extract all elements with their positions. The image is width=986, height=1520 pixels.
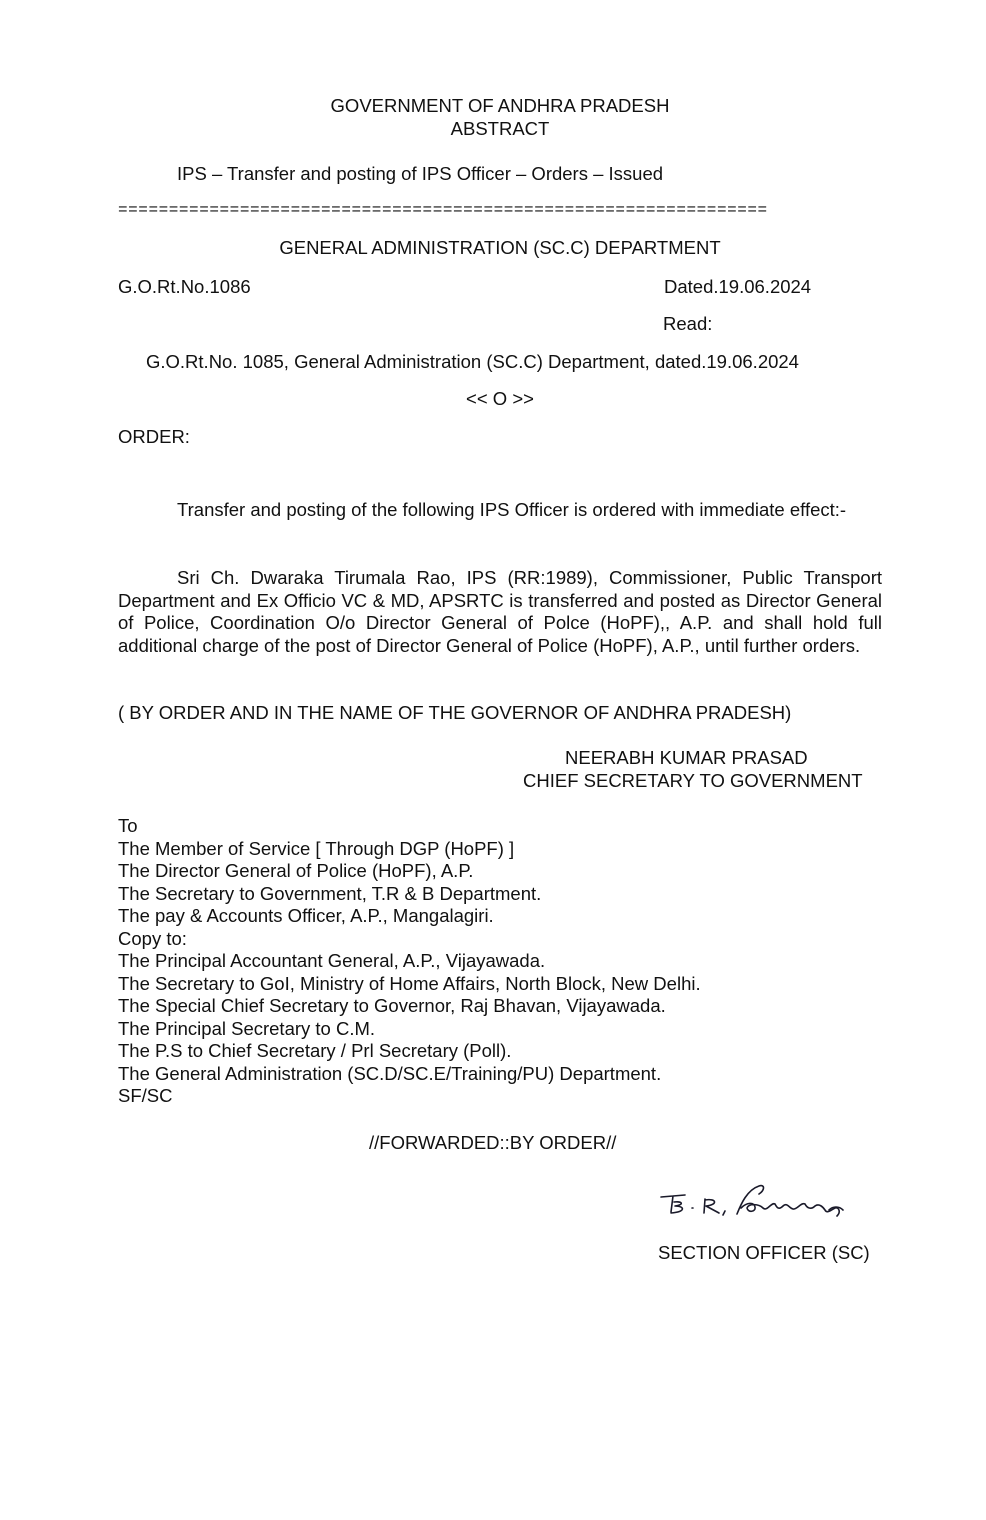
go-date: Dated.19.06.2024	[664, 276, 812, 297]
distribution-item: The Principal Accountant General, A.P., Vijayawada.	[118, 950, 546, 971]
body-paragraph	[118, 567, 882, 657]
distribution-item: The P.S to Chief Secretary / Prl Secretary (Poll).	[118, 1040, 512, 1061]
distribution-item: The Member of Service [ Through DGP (HoPF) ]	[118, 837, 515, 859]
distribution-item: The pay & Accounts Officer, A.P., Mangalagiri.	[118, 905, 494, 926]
government-heading: GOVERNMENT OF ANDHRA PRADESH	[330, 95, 670, 116]
read-label: Read:	[663, 313, 713, 334]
subject-line: IPS – Transfer and posting of IPS Officer – Orders – Issued	[177, 163, 664, 184]
distribution-item: The Secretary to GoI, Ministry of Home Affairs, North Block, New Delhi.	[118, 972, 701, 994]
body-paragraph-text: Sri Ch. Dwaraka Tirumala Rao, IPS (RR:1989), Commissioner, Public Transport Department and Ex Officio VC & MD, APSRTC is transferred and posted as Director General of Police, Coordination O/o Director General of Polce (HoPF),, A.P. and shall hold full additional charge of the post of Director General of Police (HoPF), A.P., until further orders.	[118, 567, 882, 656]
go-number: G.O.Rt.No.1086	[118, 276, 251, 297]
distribution-item: The General Administration (SC.D/SC.E/Training/PU) Department.	[118, 1062, 662, 1084]
section-officer-title: SECTION OFFICER (SC)	[658, 1242, 870, 1263]
distribution-item: The Director General of Police (HoPF), A.P.	[118, 860, 474, 881]
department-heading: GENERAL ADMINISTRATION (SC.C) DEPARTMENT	[279, 237, 721, 258]
distribution-list	[118, 815, 701, 1108]
handwritten-signature	[655, 1180, 880, 1230]
by-order-line: ( BY ORDER AND IN THE NAME OF THE GOVERNOR OF ANDHRA PRADESH)	[118, 702, 792, 723]
order-label: ORDER:	[118, 426, 190, 447]
signatory-name: NEERABH KUMAR PRASAD	[565, 747, 808, 768]
intro-paragraph-text: Transfer and posting of the following IPS Officer is ordered with immediate effect:-	[177, 499, 847, 520]
forwarded-line: //FORWARDED::BY ORDER//	[369, 1132, 617, 1153]
reference-line: G.O.Rt.No. 1085, General Administration (SC.C) Department, dated.19.06.2024	[146, 351, 799, 372]
distribution-item: The Principal Secretary to C.M.	[118, 1017, 376, 1039]
separator-line: ================================================================	[118, 201, 768, 219]
distribution-item: The Secretary to Government, T.R & B Department.	[118, 882, 542, 904]
signatory-title: CHIEF SECRETARY TO GOVERNMENT	[523, 770, 863, 791]
distribution-item: SF/SC	[118, 1085, 173, 1106]
distribution-item: Copy to:	[118, 927, 187, 949]
signature-graphic	[655, 1180, 880, 1230]
distribution-item: To	[118, 815, 138, 836]
distribution-item: The Special Chief Secretary to Governor, Raj Bhavan, Vijayawada.	[118, 995, 666, 1016]
abstract-heading: ABSTRACT	[450, 118, 550, 139]
section-divider: << O >>	[466, 388, 534, 409]
intro-paragraph	[118, 499, 882, 522]
